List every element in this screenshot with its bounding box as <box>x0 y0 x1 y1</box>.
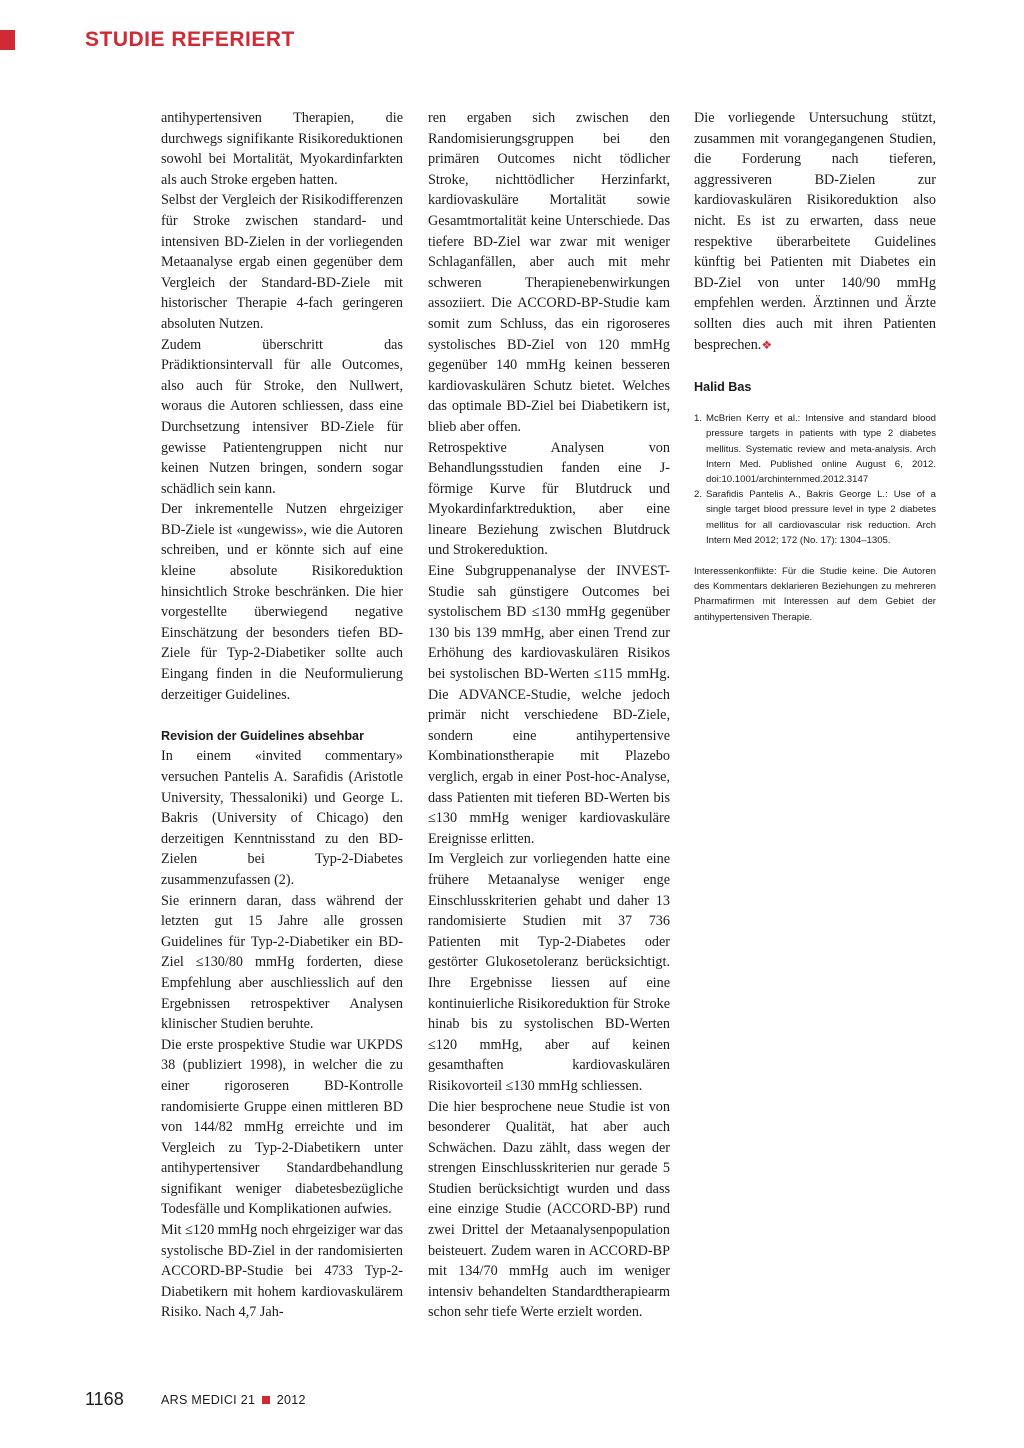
paragraph: Sie erinnern daran, dass während der letzten gut 15 Jahre alle grossen Guidelines für Typ-2-Diabetiker ein BD-Ziel ≤130/80 mmHg forderten, diese Empfehlung aber auschliesslich auf den Ergebnissen retrospektiver Analysen klinischer Studien beruhte. <box>161 892 403 1033</box>
reference-number: 2. <box>694 489 703 501</box>
paragraph: Mit ≤120 mmHg noch ehrgeiziger war das systolische BD-Ziel in der randomisierten ACCORD-BP-Studie bei 4733 Typ-2-Diabetikern mit hohem kardiovaskulärem Risiko. Nach 4,7 Jah- <box>161 1222 403 1321</box>
paragraph: Im Vergleich zur vorliegenden hatte eine frühere Metaanalyse weniger enge Einschlusskriterien gehabt und daher 13 randomisierte Studien mit 37 736 Patienten mit Typ-2-Diabetes oder gestörter Glukosetoleranz berücksichtigt. Ihre Ergebnisse liessen auf eine kontinuierliche Risikoreduktion für Stroke hinab bis zu systolischen BD-Werten ≤120 mmHg, aber auf keinen gesamthaften kardiovaskulären Risikovorteil ≤130 mmHg schliessen. <box>428 851 670 1094</box>
text-column-3 <box>694 108 936 625</box>
paragraph: In einem «invited commentary» versuchen Pantelis A. Sarafidis (Aristotle University, Thessaloniki) und George L. Bakris (University of Chicago) den derzeitigen Kenntnisstand zu den BD-Zielen bei Typ-2-Diabetes zusammenzufassen (2). <box>161 748 403 888</box>
reference-list <box>694 411 936 548</box>
paragraph: ren ergaben sich zwischen den Randomisierungsgruppen bei den primären Outcomes nicht tödlicher Stroke, nichttödlicher Herzinfarkt, kardiovaskuläre Mortalität sowie Gesamtmortalität keine Unterschiede. Das tiefere BD-Ziel war zwar mit weniger Schlaganfällen, aber auch mit mehr schweren Therapienebenwirkungen assoziiert. Die ACCORD-BP-Studie kam somit zum Schluss, das ein rigoroseres systolisches BD-Ziel von 120 mmHg gegenüber 140 mmHg keinen besseren kardiovaskulären Schutz bietet. Welches das optimale BD-Ziel bei Diabetikern ist, blieb aber offen. <box>428 110 670 435</box>
paragraph: Eine Subgruppenanalyse der INVEST-Studie sah günstigere Outcomes bei systolischem BD ≤130 mmHg gegenüber 130 bis 139 mmHg, aber einen Trend zur Erhöhung des kardiovaskulären Risikos bei systolischen BD-Werten ≤115 mmHg. Die ADVANCE-Studie, welche jedoch primär nicht verschiedene BD-Ziele, sondern eine antihypertensive Kombinationstherapie mit Plazebo verglich, ergab in einer Post-hoc-Analyse, dass Patienten mit tieferen BD-Werten bis ≤130 mmHg weniger kardiovaskuläre Ereignisse erlitten. <box>428 563 670 847</box>
paragraph: Selbst der Vergleich der Risikodifferenzen für Stroke zwischen standard- und intensiven BD-Zielen in der vorliegenden Metaanalyse ergab einen gegenüber dem Vergleich der Standard-BD-Ziele mit historischer Therapie 4-fach geringeren absoluten Nutzen. <box>161 192 403 332</box>
paragraph: Zudem überschritt das Prädiktionsintervall für alle Outcomes, also auch für Stroke, den Nullwert, woraus die Autoren schliessen, dass eine Durchsetzung intensiver BD-Ziele für gewisse Patientengruppen nicht nur keinen Nutzen bringen, sondern sogar schädlich sein kann. <box>161 336 403 497</box>
journal-year: 2012 <box>276 1393 306 1407</box>
journal-footer <box>161 1393 306 1407</box>
paragraph-text: Die vorliegende Untersuchung stützt, zusammen mit vorangegangenen Studien, die Forderung nach tieferen, aggressiveren BD-Zielen zur kardiovaskulären Risikoreduktion also nicht. Es ist zu erwarten, dass neue respektive überarbeitete Guidelines künftig bei Patienten mit Diabetes ein BD-Ziel von unter 140/90 mmHg empfehlen werden. Ärztinnen und Ärzte sollten dies auch mit ihren Patienten besprechen. <box>694 110 936 353</box>
section-title: STUDIE REFERIERT <box>85 28 295 51</box>
reference-item <box>694 487 936 548</box>
paragraph: antihypertensiven Therapien, die durchwegs signifikante Risikoreduktionen sowohl bei Mortalität, Myokardinfarkten als auch Stroke ergeben hatten. <box>161 110 403 188</box>
journal-name: ARS MEDICI 21 <box>161 1393 256 1407</box>
paragraph: Die erste prospektive Studie war UKPDS 38 (publiziert 1998), in welcher die zu einer rigoroseren BD-Kontrolle randomisierte Gruppe einen mittleren BD von 144/82 mmHg erreichte und im Vergleich zu Typ-2-Diabetikern unter antihypertensiver Standardbehandlung signifikant weniger diabetesbezügliche Todesfälle und Komplikationen aufwies. <box>161 1036 403 1218</box>
reference-text: McBrien Kerry et al.: Intensive and standard blood pressure targets in patients with type 2 diabetes mellitus. Systematic review and meta-analysis. Arch Intern Med. Published online August 6, 2012. doi:10.1001/archinternmed.2012.3147 <box>706 413 936 485</box>
reference-text: Sarafidis Pantelis A., Bakris George L.: Use of a single target blood pressure level in type 2 diabetes mellitus for all cardiovascular risk reduction. Arch Intern Med 2012; 172 (No. 17): 1304–1305. <box>706 489 936 546</box>
page-number: 1168 <box>85 1389 124 1409</box>
end-mark-icon: ❖ <box>761 337 773 352</box>
reference-number: 1. <box>694 413 703 425</box>
conflict-of-interest-note: Interessenkonflikte: Für die Studie keine. Die Autoren des Kommentars deklarieren Beziehungen zu mehreren Pharmafirmen mit Interessen auf dem Gebiet der antihypertensiven Therapie. <box>694 565 936 623</box>
paragraph: Der inkrementelle Nutzen ehrgeiziger BD-Ziele ist «ungewiss», wie die Autoren schreiben, und er könnte sich auf eine kleine absolute Risikoreduktion hinsichtlich Stroke beschränken. Die hier vorgestellte überwiegend negative Einschätzung der besonders tiefen BD-Ziele für Typ-2-Diabetiker sollte auch Eingang finden in die Neuformulierung derzeitiger Guidelines. <box>161 501 403 703</box>
subheading: Revision der Guidelines absehbar <box>161 728 364 743</box>
paragraph <box>694 108 936 355</box>
header-color-bar <box>0 30 15 50</box>
paragraph: Die hier besprochene neue Studie ist von besonderer Qualität, hat aber auch Schwächen. Dazu zählt, dass wegen der strengen Einschlusskriterien nur gerade 5 Studien berücksichtigt wurden und dass eine einzige Studie (ACCORD-BP) rund zwei Drittel der Metaanalysenpopulation beisteuert. Zudem waren in ACCORD-BP mit 134/70 mmHg auch im weniger intensiv behandelten Standardtherapiearm schon sehr tiefe Werte erzielt worden. <box>428 1098 670 1321</box>
reference-item <box>694 411 936 487</box>
text-column-1 <box>161 108 403 1323</box>
author-name: Halid Bas <box>694 380 752 395</box>
paragraph: Retrospektive Analysen von Behandlungsstudien fanden eine J-förmige Kurve für Blutdruck und Myokardinfarktreduktion, aber eine lineare Beziehung zwischen Blutdruck und Strokereduktion. <box>428 439 670 559</box>
text-column-2 <box>428 108 670 1323</box>
square-icon <box>262 1396 270 1404</box>
